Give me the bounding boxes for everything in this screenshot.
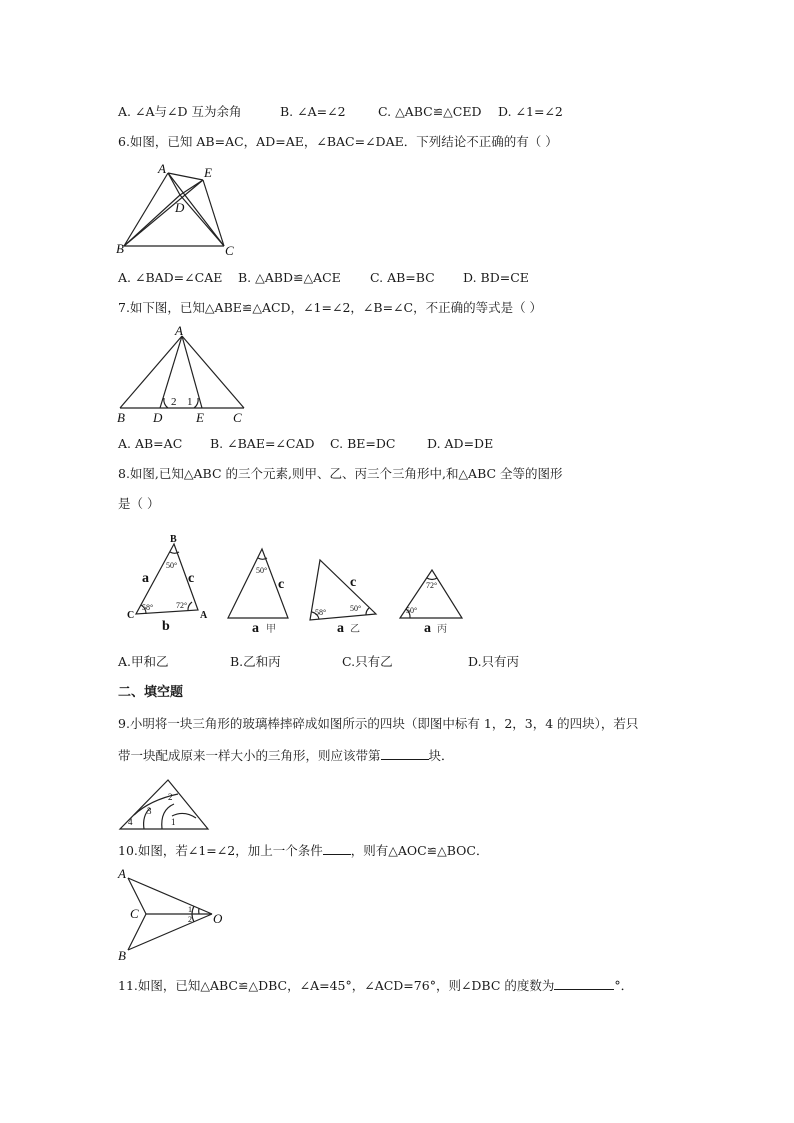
q11-stem bbox=[118, 977, 633, 994]
q7-label-b: B bbox=[117, 410, 125, 425]
q10-stem bbox=[118, 842, 489, 859]
q8-jia-side-c: c bbox=[278, 577, 285, 592]
q9-label-3: 3 bbox=[147, 806, 152, 816]
q10-figure bbox=[116, 866, 226, 962]
q10-label-c: C bbox=[130, 906, 139, 921]
q8-abc-side-c: c bbox=[188, 571, 195, 586]
q9-line2-a: 带一块配成原来一样大小的三角形，则应该带第 bbox=[118, 748, 381, 763]
q8-triangle-jia bbox=[222, 544, 302, 639]
q9-label-4: 4 bbox=[128, 817, 133, 827]
q10-label-two: 2 bbox=[188, 915, 192, 924]
q6-label-e: E bbox=[204, 165, 212, 180]
q7-option-c: C. BE=DC bbox=[330, 436, 396, 451]
q8-stem-line1: 8.如图,已知△ABC 的三个元素,则甲、乙、丙三个三角形中,和△ABC 全等的图形 bbox=[118, 466, 563, 481]
q5-option-b: B. ∠A=∠2 bbox=[280, 104, 346, 119]
q7-label-d: D bbox=[153, 410, 163, 425]
q6-figure-lines bbox=[124, 173, 224, 246]
q8-triangle-abc bbox=[122, 530, 212, 635]
q8-yi-angle-1: 58° bbox=[315, 608, 327, 617]
q6-label-d: D bbox=[175, 200, 185, 215]
q8-abc-side-b: b bbox=[162, 619, 170, 634]
q6-figure bbox=[112, 160, 252, 260]
q6-option-b: B. △ABD≌△ACE bbox=[238, 270, 341, 285]
q10-label-a: A bbox=[118, 866, 126, 881]
q8-abc-label-b: B bbox=[170, 534, 177, 545]
q8-abc-side-a: a bbox=[142, 571, 149, 586]
q7-label-two: 2 bbox=[171, 396, 177, 408]
q8-triangle-yi bbox=[304, 552, 384, 637]
q6-label-b: B bbox=[116, 241, 124, 256]
q9-label-2: 2 bbox=[168, 792, 173, 802]
q10-label-one: 1 bbox=[188, 905, 192, 914]
q7-label-e: E bbox=[196, 410, 204, 425]
q8-jia-angle: 50° bbox=[256, 566, 268, 575]
q8-abc-label-a: A bbox=[200, 610, 208, 621]
q6-label-c: C bbox=[225, 243, 234, 258]
q9-line2-b: 块． bbox=[428, 748, 454, 763]
q8-yi-side-c: c bbox=[350, 575, 357, 590]
q7-label-c: C bbox=[233, 410, 242, 425]
q8-option-a: A.甲和乙 bbox=[118, 654, 169, 669]
q10-stem-a: 10.如图，若∠1=∠2，加上一个条件 bbox=[118, 843, 323, 858]
q9-figure bbox=[116, 774, 212, 834]
q8-abc-angle-c: 58° bbox=[142, 603, 154, 612]
q8-abc-angle-b: 50° bbox=[166, 561, 178, 570]
q8-yi-name: 乙 bbox=[350, 624, 360, 635]
q7-figure bbox=[112, 322, 252, 427]
q8-options bbox=[118, 654, 519, 670]
q8-bing-side-a: a bbox=[424, 621, 431, 636]
q6-option-c: C. AB=BC bbox=[370, 270, 435, 285]
q6-options bbox=[118, 270, 529, 286]
q8-yi-side-a: a bbox=[337, 621, 344, 636]
q7-options bbox=[118, 436, 493, 452]
q11-stem-b: °． bbox=[614, 978, 634, 993]
q8-abc-label-c: C bbox=[127, 610, 135, 621]
q8-bing-angle-1: 72° bbox=[426, 581, 438, 590]
q6-label-a: A bbox=[158, 161, 166, 176]
q8-triangle-bing bbox=[392, 564, 472, 639]
q5-option-c: C. △ABC≌△CED bbox=[378, 104, 482, 119]
q7-label-a: A bbox=[175, 323, 183, 338]
q5-option-d: D. ∠1=∠2 bbox=[498, 104, 563, 119]
q7-figure-lines bbox=[120, 336, 244, 408]
q10-label-b: B bbox=[118, 948, 126, 963]
q8-bing-angle-2: 50° bbox=[406, 606, 418, 615]
section-2-heading: 二、填空题 bbox=[118, 685, 184, 700]
q8-abc-angle-a: 72° bbox=[176, 601, 188, 610]
q5-option-a: A. ∠A与∠D 互为余角 bbox=[118, 104, 242, 119]
q10-stem-b: ，则有△AOC≌△BOC． bbox=[350, 843, 489, 858]
q11-answer-blank[interactable] bbox=[554, 977, 614, 990]
q11-stem-a: 11.如图，已知△ABC≌△DBC，∠A=45°，∠ACD=76°，则∠DBC 的度数为 bbox=[118, 978, 555, 993]
q8-jia-name: 甲 bbox=[266, 624, 276, 635]
q8-stem-line2: 是（ ） bbox=[118, 496, 160, 511]
q7-option-b: B. ∠BAE=∠CAD bbox=[210, 436, 315, 451]
q5-options bbox=[118, 104, 563, 120]
q8-yi-angle-2: 50° bbox=[350, 604, 362, 613]
q7-option-a: A. AB=AC bbox=[118, 436, 183, 451]
q8-option-d: D.只有丙 bbox=[468, 654, 520, 669]
q9-line1: 9.小明将一块三角形的玻璃棒摔碎成如图所示的四块（即图中标有 1，2，3，4 的四块），若只 bbox=[118, 716, 639, 731]
q10-label-o: O bbox=[213, 911, 223, 926]
q8-option-b: B.乙和丙 bbox=[230, 654, 281, 669]
q7-option-d: D. AD=DE bbox=[427, 436, 494, 451]
q7-stem: 7.如下图，已知△ABE≌△ACD，∠1=∠2，∠B=∠C，不正确的等式是（ ） bbox=[118, 300, 543, 315]
q9-answer-blank[interactable] bbox=[381, 747, 429, 760]
q6-stem: 6.如图，已知 AB=AC，AD=AE，∠BAC=∠DAE．下列结论不正确的有（ ） bbox=[118, 134, 558, 149]
q8-option-c: C.只有乙 bbox=[342, 654, 393, 669]
q10-answer-blank[interactable] bbox=[323, 842, 351, 855]
q7-label-one: 1 bbox=[187, 396, 193, 408]
q9-label-1: 1 bbox=[171, 817, 176, 827]
q6-option-d: D. BD=CE bbox=[463, 270, 529, 285]
q8-bing-name: 丙 bbox=[437, 624, 447, 635]
q8-jia-side-a: a bbox=[252, 621, 259, 636]
q9-line2 bbox=[118, 747, 454, 764]
q6-option-a: A. ∠BAD=∠CAE bbox=[118, 270, 223, 285]
